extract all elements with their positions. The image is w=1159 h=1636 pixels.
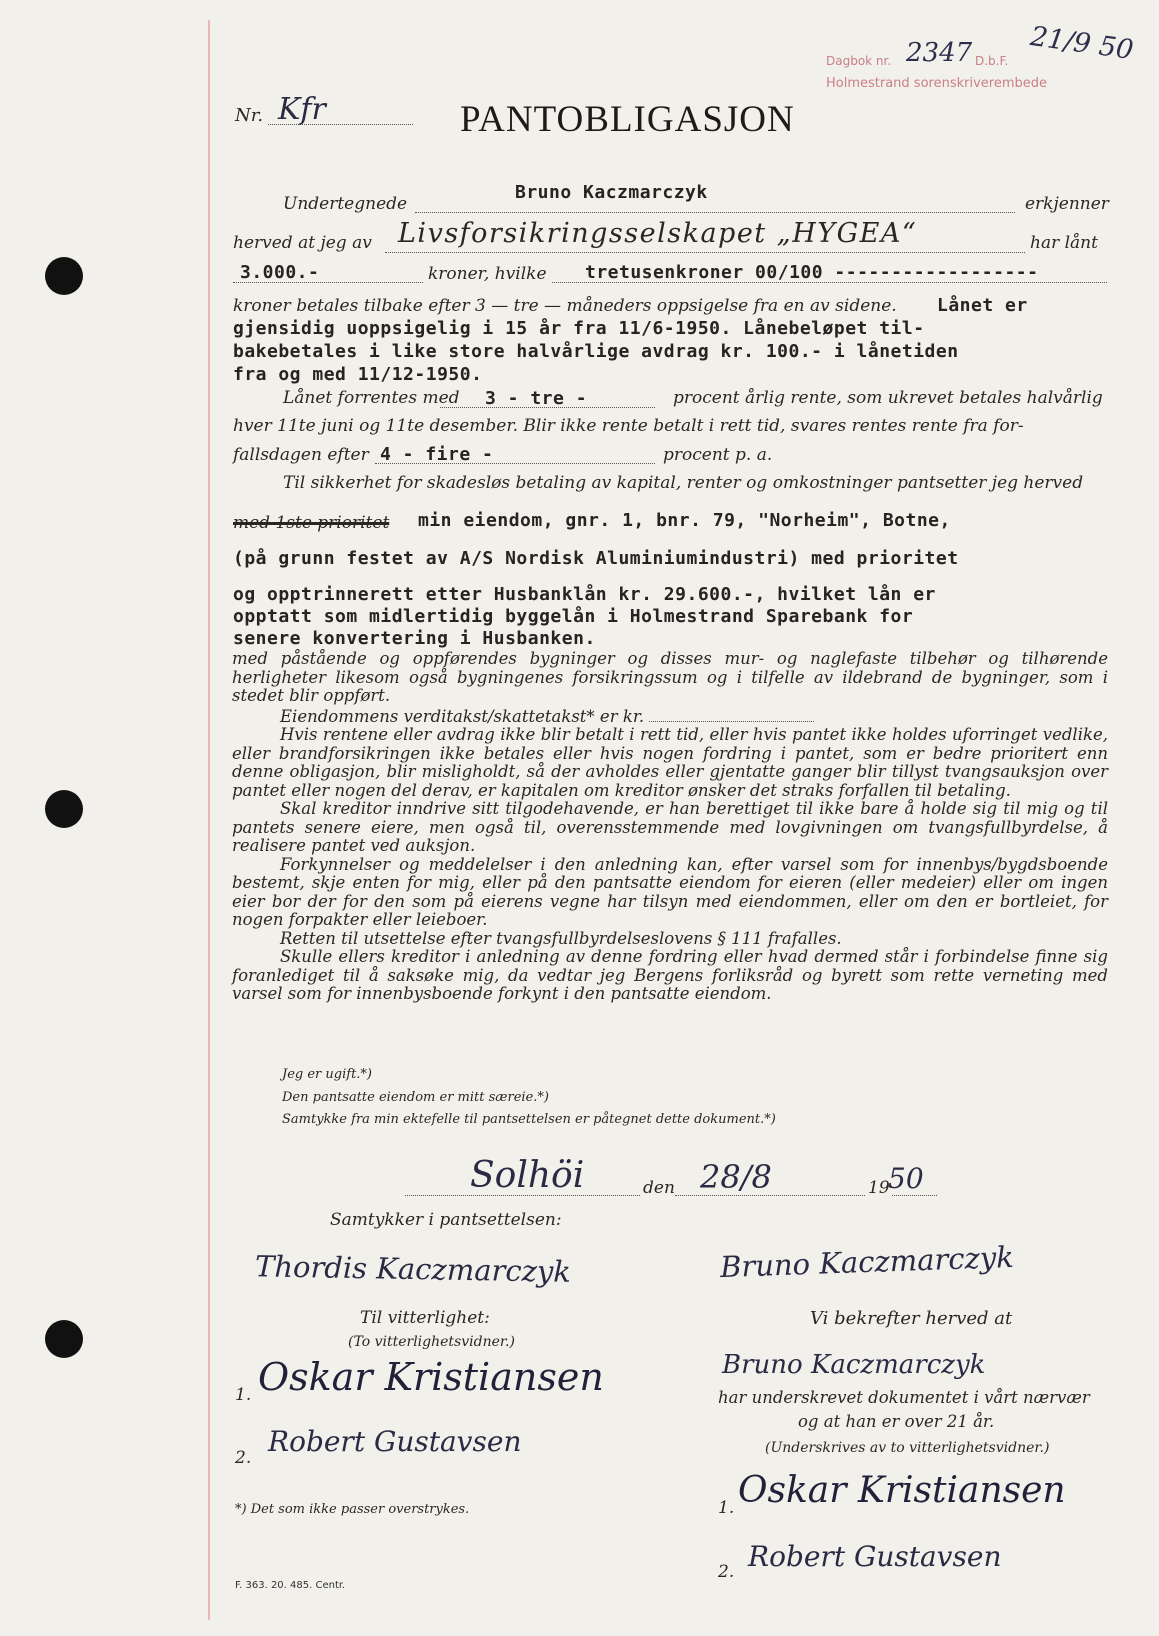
property-line-2: (på grunn festet av A/S Nordisk Aluminiumindustri) med prioritet — [233, 548, 959, 569]
option-ugift: Jeg er ugift.*) — [282, 1067, 372, 1082]
har-underskrevet-text: har underskrevet dokumentet i vårt nærvær — [718, 1388, 1090, 1407]
rente-label: Lånet forrentes med — [283, 388, 460, 408]
signing-place: Solhöi — [470, 1155, 585, 1196]
rente-value: 3 - tre - — [485, 388, 588, 409]
kroner-hvilke-label: kroner, hvilke — [428, 264, 547, 284]
har-lant-label: har lånt — [1030, 233, 1098, 253]
sikkerhet-text: Til sikkerhet for skadesløs betaling av kapital, renter og omkostninger pantsetter jeg herved — [283, 473, 1084, 493]
samtykker-label: Samtykker i pantsettelsen: — [330, 1210, 562, 1230]
over-21-text: og at han er over 21 år. — [798, 1412, 995, 1431]
page-title: PANTOBLIGASJON — [460, 99, 795, 140]
debtor-signature: Bruno Kaczmarczyk — [719, 1239, 1015, 1285]
clause-block — [232, 650, 1108, 1004]
punch-hole-bottom — [45, 1320, 83, 1358]
stamp-date: 21/9 50 — [1028, 20, 1136, 67]
stamp-office: Holmestrand sorenskriverembede — [826, 76, 1047, 91]
fallsdagen-value: 4 - fire - — [380, 444, 494, 465]
option-saereie: Den pantsatte eiendom er mitt særeie.*) — [282, 1090, 549, 1105]
repay-typed-3: bakebetales i like store halvårlige avdrag kr. 100.- i lånetiden — [233, 341, 959, 362]
clause-verditakst: Eiendommens verditakst/skattetakst* er kr. — [280, 706, 645, 726]
spouse-signature: Thordis Kaczmarczyk — [254, 1249, 572, 1289]
herved-label: herved at jeg av — [233, 233, 372, 253]
signing-date: 28/8 — [700, 1158, 772, 1196]
lender-name: Livsforsikringsselskapet „HYGEA“ — [398, 218, 918, 249]
stamp-dbf: D.b.F. — [975, 54, 1009, 68]
loan-amount: 3.000.- — [240, 262, 320, 283]
repay-typed-2: gjensidig uoppsigelig i 15 år fra 11/6-1950. Lånebeløpet til- — [233, 318, 925, 339]
procent-pa: procent p. a. — [663, 445, 773, 465]
property-line-3: og opptrinnerett etter Husbanklån kr. 29.600.-, hvilket lån er — [233, 584, 936, 605]
r-witness-2-signature: Robert Gustavsen — [748, 1540, 1002, 1573]
witness-2-signature: Robert Gustavsen — [268, 1425, 522, 1458]
property-line-5: senere konvertering i Husbanken. — [233, 628, 596, 649]
punch-hole-middle — [45, 790, 83, 828]
stamp-number: 2347 — [906, 38, 973, 68]
clause-forkynnelser: Forkynnelser og meddelelser i den anledning kan, efter varsel som for innenbys/bygdsboende bestemt, skje enten for mig, eller på den pantsatte eiendom for eieren (eller medeier) eller om ingen eier bor der for den som på eierens vegne har tilsyn med eiendommen, eller om den er bortleiet, for nogen forpakter eller leieboer. — [232, 854, 1108, 929]
rente-line2: hver 11te juni og 11te desember. Blir ikke rente betalt i rett tid, svares rentes rente fra for- — [233, 416, 1024, 436]
den-label: den — [643, 1178, 675, 1198]
repay-printed: kroner betales tilbake efter 3 — tre — måneders oppsigelse fra en av sidene. — [233, 296, 897, 316]
repay-typed-4: fra og med 11/12-1950. — [233, 364, 483, 385]
bekrefter-name-signature: Bruno Kaczmarczyk — [722, 1350, 986, 1380]
clause-hvis-rentene: Hvis rentene eller avdrag ikke blir betalt i rett tid, eller hvis pantet ikke holdes uforringet vedlike, eller brandforsikringen ikke betales eller hvis nogen fordring i pantet, som er bedre prioritert enn denne obligasjon, blir misligholdt, så der avholdes eller gjentatte ganger blir tillyst tvangsauksjon over pantet eller nogen del derav, er kapitalen om kreditor ønsker det straks forfallen til betaling. — [232, 725, 1108, 800]
amount-in-words: tretusenkroner 00/100 ------------------ — [585, 262, 1039, 283]
margin-rule — [208, 20, 210, 1620]
rente-rest: procent årlig rente, som ukrevet betales halvårlig — [673, 388, 1103, 408]
year-suffix: 50 — [888, 1162, 924, 1195]
r-witness-1-num: 1. — [718, 1498, 735, 1518]
undertegnede-label: Undertegnede — [283, 194, 408, 214]
to-vidner-label: (To vitterlighetsvidner.) — [348, 1334, 515, 1350]
r-witness-1-signature: Oskar Kristiansen — [738, 1470, 1066, 1511]
property-line-4: opptatt som midlertidig byggelån i Holmestrand Sparebank for — [233, 606, 914, 627]
clause-paastaaende: med påstående og oppførendes bygninger og disses mur- og naglefaste tilbehør og tilhørende herligheter likesom også bygningenes forsikringssum og i tilfelle av ildebrand de bygninger, som i stedet blir oppført. — [232, 649, 1108, 705]
repay-typed-1: Lånet er — [937, 295, 1028, 316]
underskrives-text: (Underskrives av to vitterlighetsvidner.) — [765, 1440, 1050, 1456]
fallsdagen-label: fallsdagen efter — [233, 445, 369, 465]
witness-2-num: 2. — [235, 1448, 252, 1468]
year-prefix: 19 — [868, 1178, 890, 1198]
struck-priority: med 1ste prioritet — [233, 513, 390, 533]
footnote: *) Det som ikke passer overstrykes. — [235, 1502, 470, 1517]
erkjenner-label: erkjenner — [1025, 194, 1109, 214]
r-witness-2-num: 2. — [718, 1562, 735, 1582]
stamp-dagbok-label: Dagbok nr. — [826, 54, 892, 68]
witness-1-num: 1. — [235, 1385, 252, 1405]
clause-skulle: Skulle ellers kreditor i anledning av denne fordring eller hvad dermed står i forbindelse finne sig foranlediget til å saksøke mig, da vedtar jeg Bergens forliksråd og byrett som rette verneting med varsel som for innenbysboende forkynt i den pantsatte eiendom. — [232, 947, 1108, 1003]
option-samtykke-ektefelle: Samtykke fra min ektefelle til pantsettelsen er påtegnet dette dokument.*) — [282, 1112, 776, 1127]
bekrefter-text: Vi bekrefter herved at — [810, 1308, 1013, 1329]
clause-skal-kreditor: Skal kreditor inndrive sitt tilgodehavende, er han berettiget til ikke bare å holde sig til mig og til pantets senere eiere, men også til, overensstemmende med lovgivningen om tvangsfullbyrdelse, å realisere pantet ved auksjon. — [232, 799, 1108, 855]
property-line-1: min eiendom, gnr. 1, bnr. 79, "Norheim", Botne, — [418, 510, 951, 531]
form-number: F. 363. 20. 485. Centr. — [235, 1580, 346, 1591]
til-vitterlighet-label: Til vitterlighet: — [360, 1308, 490, 1328]
nr-label: Nr. — [235, 105, 264, 126]
nr-value: Kfr — [278, 92, 326, 127]
clause-retten: Retten til utsettelse efter tvangsfullbyrdelseslovens § 111 frafalles. — [280, 928, 842, 948]
debtor-name: Bruno Kaczmarczyk — [515, 182, 708, 203]
punch-hole-top — [45, 257, 83, 295]
witness-1-signature: Oskar Kristiansen — [258, 1355, 604, 1399]
